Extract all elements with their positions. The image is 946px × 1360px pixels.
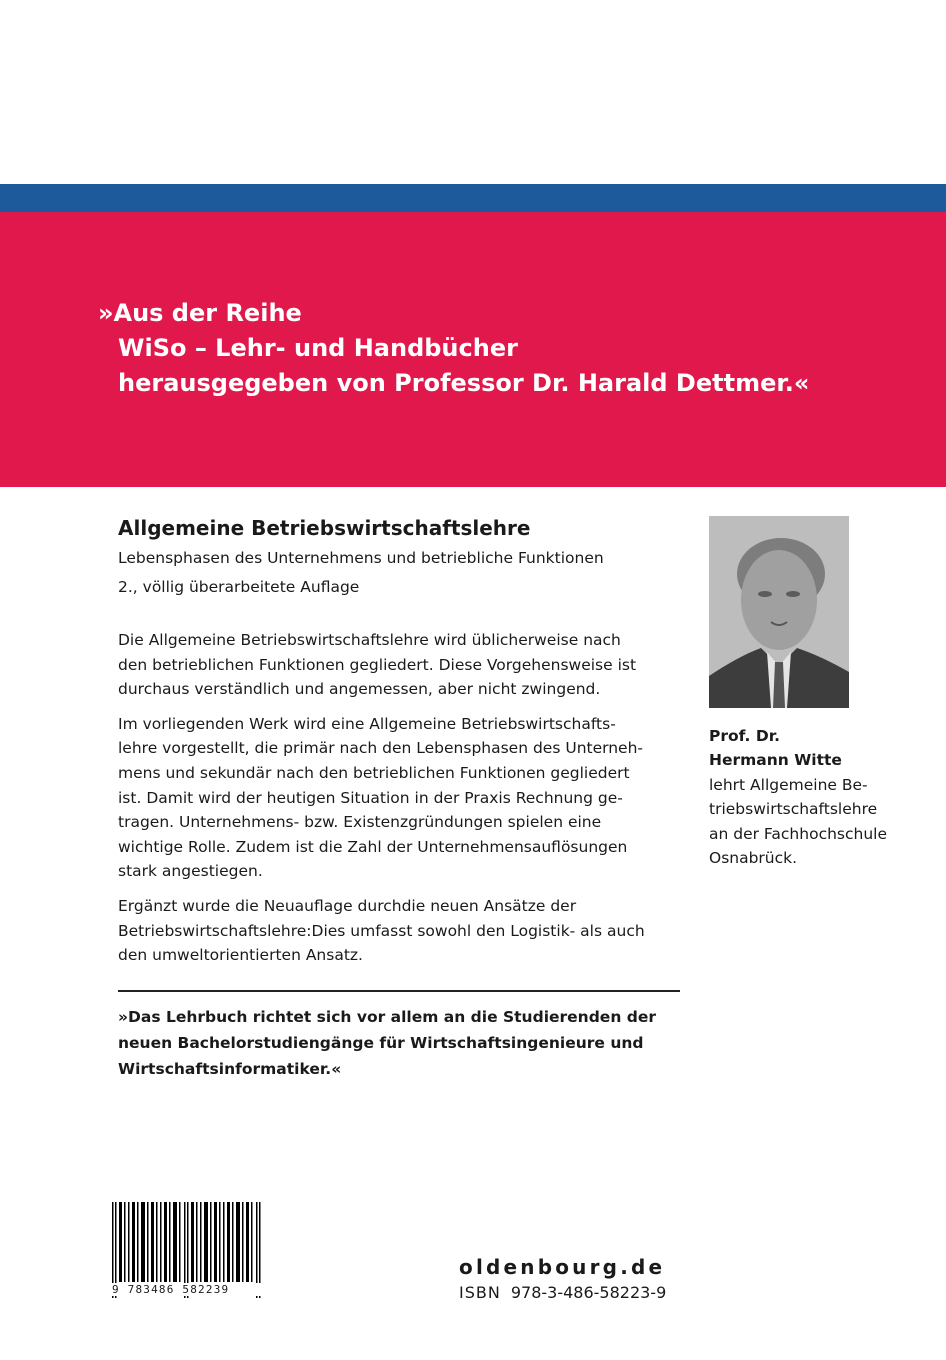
text-line: wichtige Rolle. Zudem ist die Zahl der Unternehmensauflösungen xyxy=(118,837,628,856)
author-title: Prof. Dr. xyxy=(709,727,781,745)
author-info xyxy=(709,724,929,870)
book-edition: 2., völlig überarbeitete Auflage xyxy=(118,578,360,596)
author-name: Hermann Witte xyxy=(709,751,842,770)
quote-line: neuen Bachelorstudiengänge für Wirtschaftsingenieure und xyxy=(118,1034,644,1052)
main-column xyxy=(118,515,678,978)
book-subtitle: Lebensphasen des Unternehmens und betriebliche Funktionen xyxy=(118,549,604,567)
author-bio-line: an der Fachhochschule xyxy=(709,824,888,843)
text-line: mens und sekundär nach den betrieblichen Funktionen gegliedert xyxy=(118,763,630,782)
barcode-number: 9 783486 582239 xyxy=(112,1283,272,1296)
quote-line: »Das Lehrbuch richtet sich vor allem an die Studierenden der xyxy=(118,1008,656,1026)
text-line: Betriebswirtschaftslehre:Dies umfasst sowohl den Logistik- als auch xyxy=(118,921,645,940)
author-photo xyxy=(709,516,849,708)
blue-stripe xyxy=(0,184,946,212)
blurb-paragraph xyxy=(118,628,678,702)
text-line: tragen. Unternehmens- bzw. Existenzgründungen spielen eine xyxy=(118,813,602,832)
series-statement xyxy=(98,296,898,401)
text-line: den betrieblichen Funktionen gegliedert. Diese Vorgehensweise ist xyxy=(118,655,637,674)
book-title: Allgemeine Betriebswirtschaftslehre xyxy=(118,516,531,540)
series-line-1: »Aus der Reihe xyxy=(98,299,302,327)
divider-line xyxy=(118,990,680,992)
author-bio-line: lehrt Allgemeine Be- xyxy=(709,775,868,794)
target-audience-quote xyxy=(118,1004,678,1082)
publisher-website: oldenbourg.de xyxy=(459,1255,666,1279)
text-line: stark angestiegen. xyxy=(118,862,263,881)
text-line: Im vorliegenden Werk wird eine Allgemeine Betriebswirtschafts- xyxy=(118,714,616,733)
isbn xyxy=(459,1283,666,1302)
blurb-paragraph xyxy=(118,712,678,884)
text-line: den umweltorientierten Ansatz. xyxy=(118,946,363,965)
author-bio-line: triebswirtschaftslehre xyxy=(709,800,878,819)
series-line-2: WiSo – Lehr- und Handbücher xyxy=(118,334,518,362)
author-bio-line: Osnabrück. xyxy=(709,849,798,868)
text-line: ist. Damit wird der heutigen Situation in der Praxis Rechnung ge- xyxy=(118,788,623,807)
blurb-paragraph xyxy=(118,894,678,968)
text-line: lehre vorgestellt, die primär nach den Lebensphasen des Unterneh- xyxy=(118,739,644,758)
isbn-number: 978-3-486-58223-9 xyxy=(510,1283,667,1302)
series-line-3: herausgegeben von Professor Dr. Harald Dettmer.« xyxy=(118,369,810,397)
blurb xyxy=(118,628,678,968)
text-line: durchaus verständlich und angemessen, aber nicht zwingend. xyxy=(118,680,601,699)
quote-line: Wirtschaftsinformatiker.« xyxy=(118,1060,342,1078)
text-line: Ergänzt wurde die Neuauflage durchdie neuen Ansätze der xyxy=(118,896,577,915)
isbn-label: ISBN xyxy=(459,1283,501,1302)
text-line: Die Allgemeine Betriebswirtschaftslehre wird üblicherweise nach xyxy=(118,631,621,649)
